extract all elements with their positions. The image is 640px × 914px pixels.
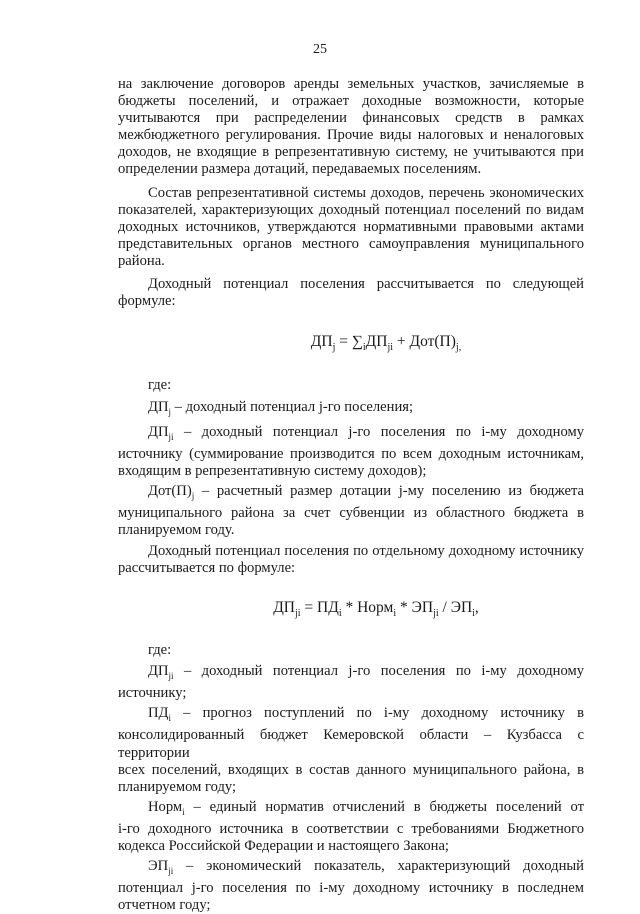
text-line: всех поселений, входящих в состав данного муниципального района, в bbox=[118, 761, 584, 778]
text-line: муниципального района за счет субвенции из областного бюджета в bbox=[118, 504, 584, 521]
text-line: Доходный потенциал поселения по отдельному доходному источнику bbox=[148, 542, 584, 559]
text-line: $ДП_{ji}$ – доходный потенциал j-го поселения по i-му доходному bbox=[148, 423, 584, 442]
text-line: показателей, характеризующих доходный потенциал поселений по видам bbox=[118, 201, 584, 218]
text-line: $ПД_i$ – прогноз поступлений по i-му доходному источнику в bbox=[148, 705, 584, 724]
text-line: бюджеты поселений, и отражает доходные возможности, которые bbox=[118, 93, 584, 110]
paragraph-1 bbox=[118, 76, 584, 179]
formula-1 bbox=[118, 333, 584, 356]
text-line: источнику; bbox=[118, 685, 187, 702]
text-line: Состав репрезентативной системы доходов, перечень экономических bbox=[148, 184, 584, 201]
text-line: потенциал j-го поселения по i-му доходному источнику в последнем bbox=[118, 880, 584, 896]
definition-1 bbox=[118, 399, 584, 421]
definition-7 bbox=[118, 858, 584, 914]
text-line: Доходный потенциал поселения рассчитывается по следующей bbox=[148, 276, 584, 293]
text-line: где: bbox=[148, 377, 172, 394]
definition-2 bbox=[118, 424, 584, 480]
text-line: отчетном году; bbox=[118, 897, 211, 914]
text-line: кодекса Российской Федерации и настоящего Закона; bbox=[118, 837, 449, 854]
text-line: i-го доходного источника в соответствии с требованиями Бюджетного bbox=[118, 820, 584, 837]
text-line: где: bbox=[148, 642, 172, 659]
text-line: доходов, не входящие в репрезентативную систему, не учитываются при bbox=[118, 144, 584, 161]
text-line: определении размера дотаций, передаваемых поселениям. bbox=[118, 161, 482, 178]
formula-2 bbox=[118, 599, 584, 622]
text-line: планируемом году; bbox=[118, 778, 237, 795]
text-line: $ДП_{ji}$ – доходный потенциал j-го поселения по i-му доходному bbox=[148, 663, 584, 682]
definition-6 bbox=[118, 799, 584, 855]
text-line: консолидированный бюджет Кемеровской области – Кузбасса с территории bbox=[118, 727, 584, 761]
text-line: на заключение договоров аренды земельных участков, зачисляемые в bbox=[118, 76, 584, 92]
text-line: межбюджетного регулирования. Прочие виды налоговых и неналоговых bbox=[118, 127, 584, 144]
page-content bbox=[118, 76, 584, 914]
text-line: учитываются при распределении финансовых средств в рамках bbox=[118, 110, 584, 127]
paragraph-4 bbox=[118, 543, 584, 577]
definition-4 bbox=[118, 663, 584, 702]
text-line: $Дот(П)_j$ – расчетный размер дотации j-му поселению из бюджета bbox=[148, 482, 584, 501]
formula-text: $ДП_j = \sum_iДП_{ji} + Дот(П)_{j,}$ bbox=[310, 333, 462, 354]
formula-text: $ДП_{ji} = ПД_i$ * Норм$_i$ * $ЭП_{ji} / ЭП_i$, bbox=[273, 599, 479, 620]
text-line: рассчитывается по формуле: bbox=[118, 559, 296, 576]
text-line: входящим в репрезентативную систему доходов); bbox=[118, 462, 427, 479]
text-line: доходных источников, утверждаются нормативными правовыми актами bbox=[118, 218, 584, 235]
text-line: $ДП_j$ – доходный потенциал j-го поселения; bbox=[148, 398, 414, 417]
text-line: источнику (суммирование производится по всем доходным источникам, bbox=[118, 445, 584, 462]
text-line: Норм$_i$ – единый норматив отчислений в бюджеты поселений от bbox=[148, 798, 584, 817]
definition-3 bbox=[118, 483, 584, 539]
text-line: района. bbox=[118, 252, 165, 269]
where-label-2 bbox=[118, 642, 584, 659]
paragraph-2 bbox=[118, 185, 584, 270]
paragraph-3 bbox=[118, 276, 584, 310]
text-line: планируемом году. bbox=[118, 521, 235, 538]
text-line: представительных органов местного самоуправления муниципального bbox=[118, 235, 584, 252]
where-label-1 bbox=[118, 377, 584, 394]
text-line: $ЭП_{ji}$ – экономический показатель, характеризующий доходный bbox=[148, 858, 584, 876]
page-number: 25 bbox=[313, 42, 327, 57]
definition-5 bbox=[118, 705, 584, 795]
text-line: формуле: bbox=[118, 293, 176, 310]
